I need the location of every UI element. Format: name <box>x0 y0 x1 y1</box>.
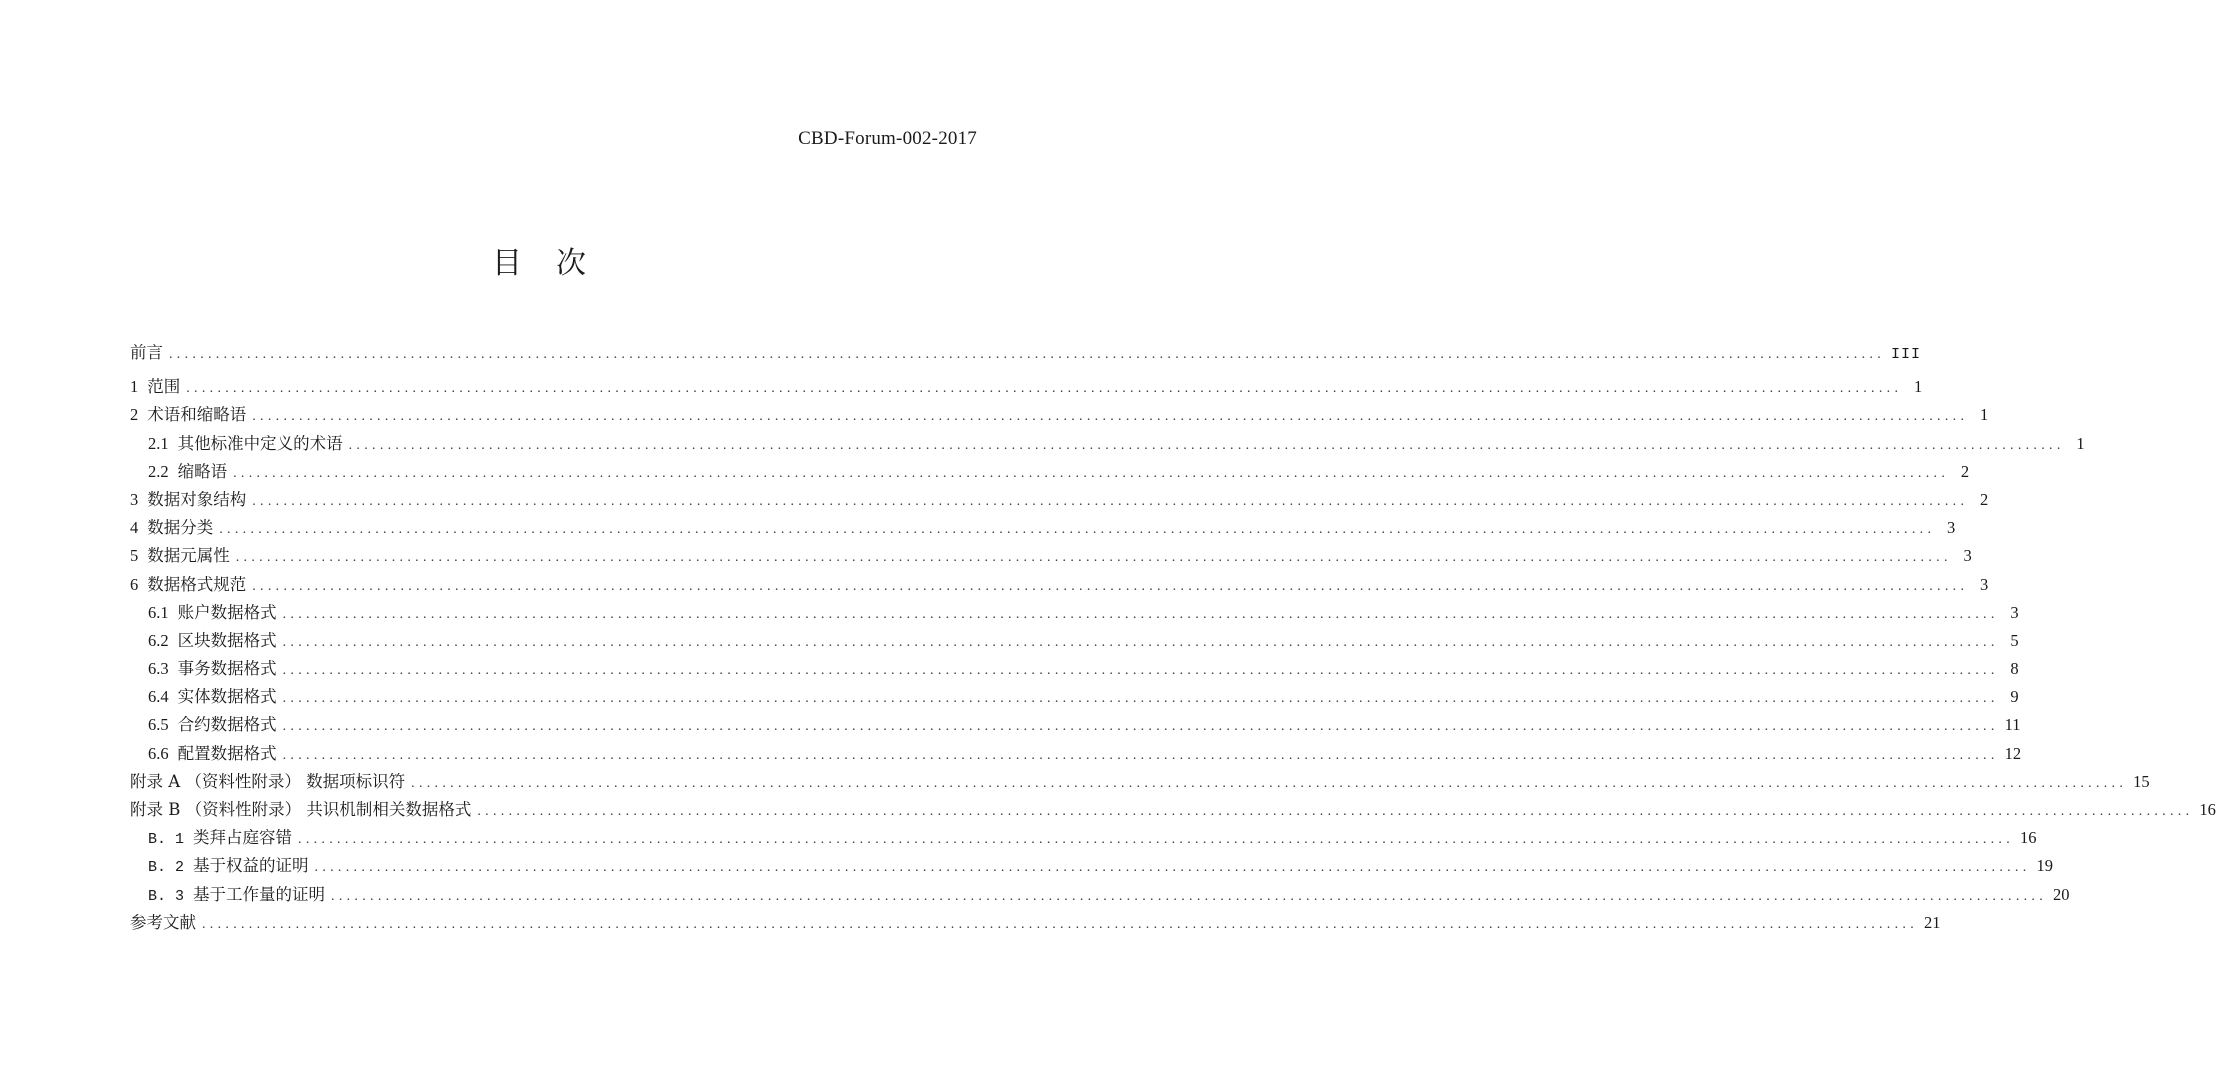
toc-dot-leader: ............................................................................................................................................................................................................................ <box>282 747 1999 763</box>
toc-entry-number: 6.2 <box>148 630 169 650</box>
toc-entry-page-number: 3 <box>1947 518 1956 538</box>
toc-dot-leader: ............................................................................................................................................................................................................................ <box>252 493 1969 509</box>
toc-entry-label: 配置数据格式 <box>177 743 277 763</box>
toc-entry-number: B. 1 <box>148 831 185 849</box>
toc-entry-page-number: 16 <box>2020 828 2037 848</box>
toc-entry[interactable] <box>130 373 1923 401</box>
toc-entry-page-number: 20 <box>2053 884 2070 904</box>
toc-entry[interactable] <box>130 909 1941 937</box>
toc-entry[interactable] <box>130 852 2054 880</box>
toc-dot-leader: ............................................................................................................................................................................................................................ <box>298 832 2015 848</box>
toc-entry-label: 区块数据格式 <box>177 630 277 650</box>
toc-entry-number: B. 2 <box>148 859 185 877</box>
toc-entry-page-number: 16 <box>2199 800 2216 819</box>
toc-entry[interactable] <box>130 430 2085 458</box>
toc-entry-label: 账户数据格式 <box>177 602 277 622</box>
toc-entry-number: 6.4 <box>148 687 169 707</box>
toc-entry-page-number: 11 <box>2004 715 2021 735</box>
toc-entry[interactable] <box>130 514 1956 542</box>
toc-dot-leader: ............................................................................................................................................................................................................................ <box>282 663 1999 679</box>
toc-entry-number: 6.5 <box>148 715 169 735</box>
toc-entry[interactable] <box>130 401 1989 429</box>
toc-entry-page-number: 9 <box>2010 687 2019 707</box>
toc-entry[interactable] <box>130 796 2216 824</box>
toc-dot-leader: ............................................................................................................................................................................................................................ <box>314 860 2031 876</box>
toc-entry-page-number: 8 <box>2010 659 2019 679</box>
toc-entry-label: 参考文献 <box>130 912 196 932</box>
toc-entry-label: 附录 B （资料性附录） 共识机制相关数据格式 <box>130 800 472 819</box>
toc-entry-page-number: 12 <box>2004 743 2022 763</box>
toc-entry[interactable] <box>130 458 1970 486</box>
toc-entry-label: 类拜占庭容错 <box>193 828 293 848</box>
toc-dot-leader: ............................................................................................................................................................................................................................ <box>282 606 1999 622</box>
toc-entry-number: 3 <box>130 489 139 509</box>
toc-entry-page-number: 21 <box>1924 912 1941 932</box>
toc-title: 目 次 <box>492 246 588 281</box>
toc-entry-number: 6.1 <box>148 602 169 622</box>
toc-dot-leader: ............................................................................................................................................................................................................................ <box>348 437 2065 453</box>
toc-entry[interactable] <box>130 542 1972 570</box>
toc-entry-label: 缩略语 <box>177 461 228 481</box>
toc-dot-leader: ............................................................................................................................................................................................................................ <box>477 804 2194 819</box>
toc-dot-leader: ............................................................................................................................................................................................................................ <box>282 719 1999 735</box>
toc-entry-number: 6 <box>130 574 139 594</box>
toc-entry-number: 4 <box>130 518 139 538</box>
toc-entry-label: 数据格式规范 <box>147 574 247 594</box>
toc-entry[interactable] <box>130 768 2150 796</box>
toc-entry[interactable] <box>130 655 2019 683</box>
toc-entry-page-number: 15 <box>2133 771 2150 791</box>
toc-entry-label: 基于权益的证明 <box>193 856 309 876</box>
toc-entry-label: 实体数据格式 <box>177 687 277 707</box>
toc-dot-leader: ............................................................................................................................................................................................................................ <box>282 691 1999 707</box>
toc-entry-number: 5 <box>130 546 139 566</box>
toc-entry-label: 事务数据格式 <box>177 659 277 679</box>
toc-entry-page-number: III <box>1891 346 1922 363</box>
toc-entry[interactable] <box>130 599 2019 627</box>
toc-entry-label: 前言 <box>130 343 163 362</box>
toc-entry[interactable] <box>130 339 1922 367</box>
toc-entry[interactable] <box>130 627 2019 655</box>
toc-dot-leader: ............................................................................................................................................................................................................................ <box>252 409 1969 425</box>
toc-entry-page-number: 3 <box>2010 602 2019 622</box>
toc-entry[interactable] <box>130 824 2037 852</box>
toc-entry-page-number: 2 <box>1960 461 1970 481</box>
toc-entry-page-number: 1 <box>2076 433 2085 453</box>
toc-dot-leader: ............................................................................................................................................................................................................................ <box>169 347 1885 362</box>
toc-entry[interactable] <box>130 486 1989 514</box>
toc-entry-label: 附录 A （资料性附录） 数据项标识符 <box>130 771 406 791</box>
toc-entry-page-number: 19 <box>2036 856 2054 876</box>
toc-dot-leader: ............................................................................................................................................................................................................................ <box>331 888 2048 904</box>
toc-list <box>130 339 2216 937</box>
toc-entry-label: 合约数据格式 <box>177 715 277 735</box>
toc-entry-label: 基于工作量的证明 <box>193 884 326 904</box>
toc-entry-label: 其他标准中定义的术语 <box>177 433 343 453</box>
toc-entry[interactable] <box>130 881 2070 909</box>
toc-dot-leader: ............................................................................................................................................................................................................................ <box>411 775 2128 791</box>
toc-entry-number: 2.1 <box>148 433 169 453</box>
toc-entry-label: 数据分类 <box>147 518 214 538</box>
toc-entry-label: 数据元属性 <box>147 546 230 566</box>
toc-dot-leader: ............................................................................................................................................................................................................................ <box>219 522 1936 538</box>
toc-dot-leader: ............................................................................................................................................................................................................................ <box>233 465 1950 481</box>
toc-entry-page-number: 5 <box>2010 630 2019 650</box>
toc-entry-number: B. 3 <box>148 887 185 905</box>
toc-dot-leader: ............................................................................................................................................................................................................................ <box>252 578 1969 594</box>
toc-dot-leader: ............................................................................................................................................................................................................................ <box>282 634 1999 650</box>
document-code: CBD-Forum-002-2017 <box>798 128 977 149</box>
toc-entry-number: 6.6 <box>148 743 169 763</box>
toc-entry-page-number: 1 <box>1980 405 1989 425</box>
toc-entry-number: 2.2 <box>148 461 169 481</box>
toc-entry[interactable] <box>130 711 2021 739</box>
toc-dot-leader: ............................................................................................................................................................................................................................ <box>202 916 1918 932</box>
toc-entry-page-number: 1 <box>1914 377 1923 397</box>
toc-entry-page-number: 2 <box>1980 489 1989 509</box>
toc-dot-leader: ............................................................................................................................................................................................................................ <box>186 381 1903 397</box>
toc-entry-label: 术语和缩略语 <box>147 405 247 425</box>
toc-entry[interactable] <box>130 683 2019 711</box>
toc-entry-page-number: 3 <box>1963 546 1972 566</box>
toc-entry-number: 1 <box>130 377 139 397</box>
toc-entry[interactable] <box>130 571 1989 599</box>
toc-dot-leader: ............................................................................................................................................................................................................................ <box>235 550 1952 566</box>
toc-entry-number: 6.3 <box>148 659 169 679</box>
toc-entry-label: 数据对象结构 <box>147 489 247 509</box>
toc-entry-page-number: 3 <box>1980 574 1989 594</box>
toc-entry-number: 2 <box>130 405 139 425</box>
toc-entry-label: 范围 <box>147 377 181 397</box>
toc-entry[interactable] <box>130 740 2022 768</box>
